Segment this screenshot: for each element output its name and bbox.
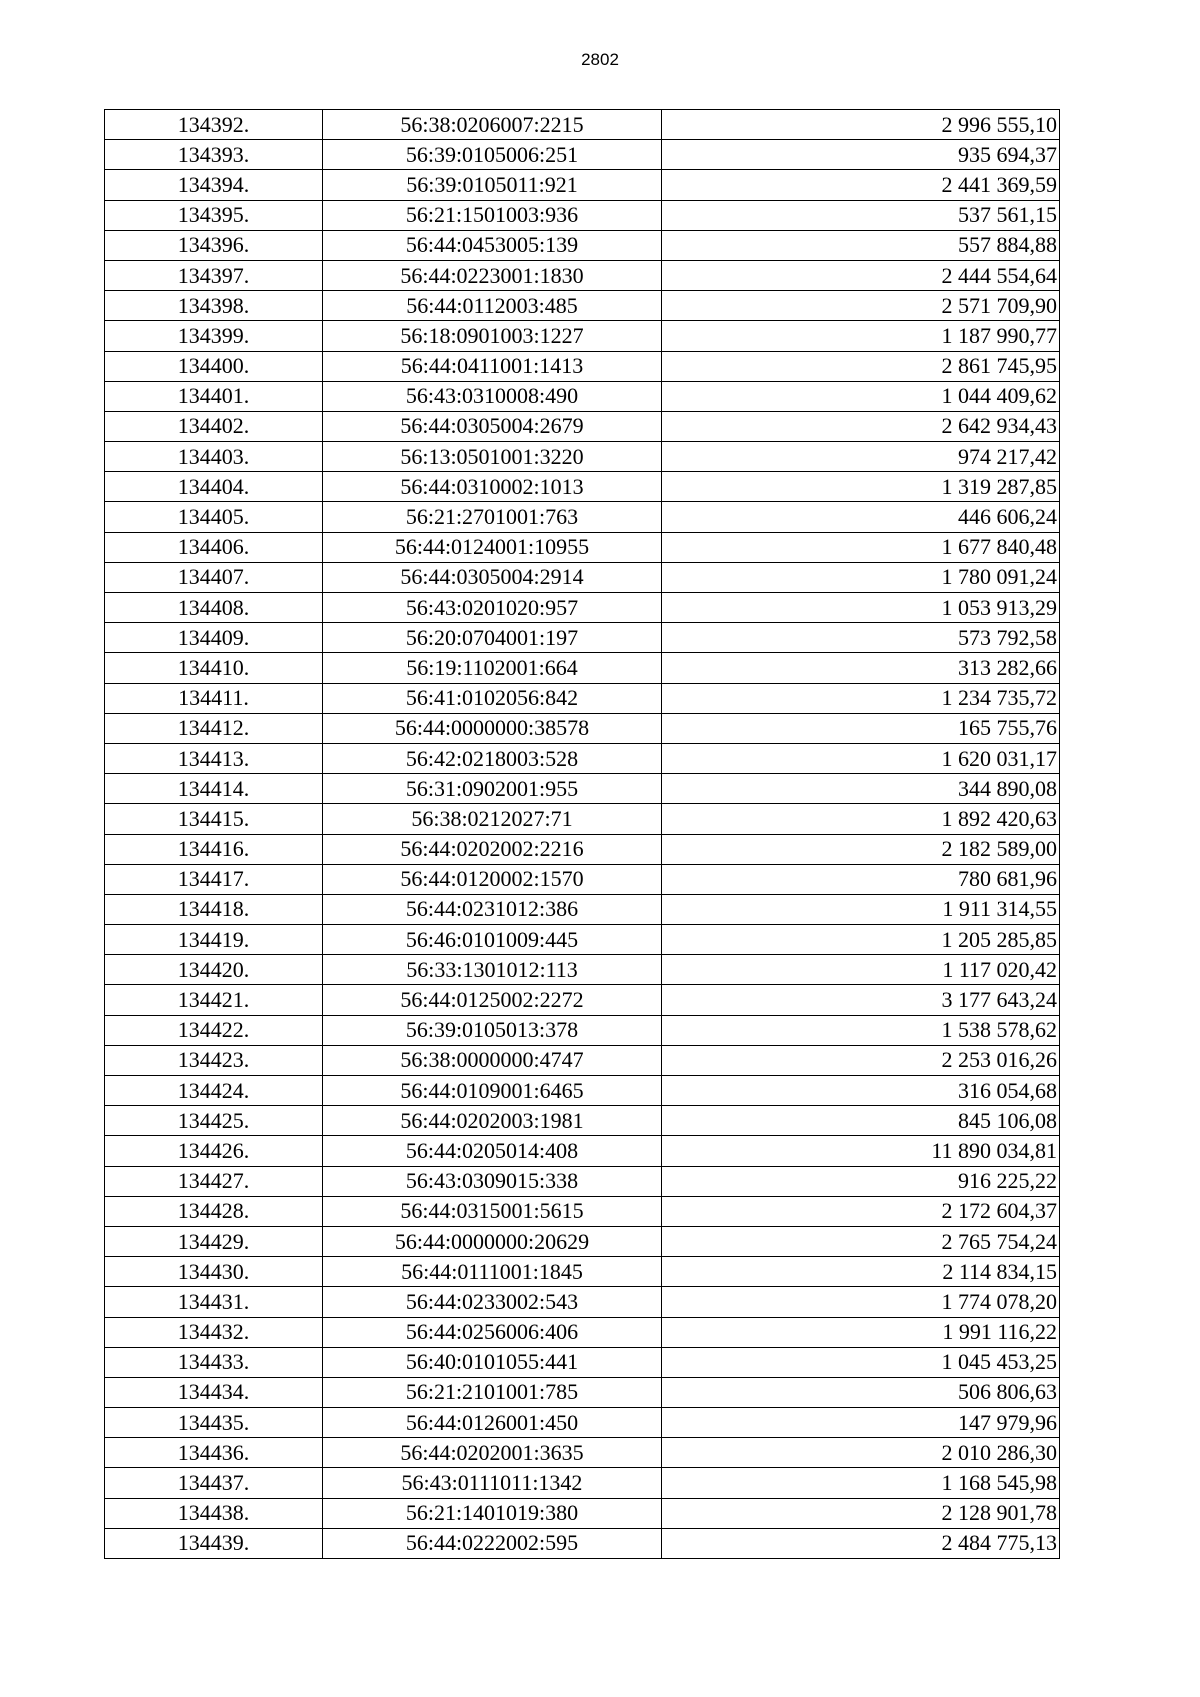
cadastral-number-cell: 56:38:0000000:4747 bbox=[323, 1045, 662, 1075]
cadastral-number-cell: 56:44:0223001:1830 bbox=[323, 260, 662, 290]
table-row bbox=[105, 1076, 1060, 1106]
table-row bbox=[105, 230, 1060, 260]
table-row bbox=[105, 1377, 1060, 1407]
value-cell: 1 538 578,62 bbox=[662, 1015, 1060, 1045]
row-number-cell: 134419. bbox=[105, 925, 323, 955]
row-number-cell: 134392. bbox=[105, 110, 323, 140]
table-row bbox=[105, 1408, 1060, 1438]
value-cell: 1 234 735,72 bbox=[662, 683, 1060, 713]
table-row bbox=[105, 472, 1060, 502]
row-number-cell: 134409. bbox=[105, 623, 323, 653]
table-row bbox=[105, 593, 1060, 623]
cadastral-number-cell: 56:43:0201020:957 bbox=[323, 593, 662, 623]
value-cell: 2 253 016,26 bbox=[662, 1045, 1060, 1075]
row-number-cell: 134429. bbox=[105, 1226, 323, 1256]
table-row bbox=[105, 532, 1060, 562]
table-row bbox=[105, 1015, 1060, 1045]
value-cell: 1 045 453,25 bbox=[662, 1347, 1060, 1377]
row-number-cell: 134418. bbox=[105, 894, 323, 924]
cadastral-number-cell: 56:44:0111001:1845 bbox=[323, 1257, 662, 1287]
cadastral-number-cell: 56:44:0256006:406 bbox=[323, 1317, 662, 1347]
value-cell: 974 217,42 bbox=[662, 442, 1060, 472]
row-number-cell: 134398. bbox=[105, 291, 323, 321]
cadastral-number-cell: 56:39:0105013:378 bbox=[323, 1015, 662, 1045]
table-row bbox=[105, 834, 1060, 864]
row-number-cell: 134397. bbox=[105, 260, 323, 290]
value-cell: 1 677 840,48 bbox=[662, 532, 1060, 562]
value-cell: 316 054,68 bbox=[662, 1076, 1060, 1106]
value-cell: 1 117 020,42 bbox=[662, 955, 1060, 985]
cadastral-number-cell: 56:42:0218003:528 bbox=[323, 743, 662, 773]
cadastral-number-cell: 56:39:0105011:921 bbox=[323, 170, 662, 200]
row-number-cell: 134417. bbox=[105, 864, 323, 894]
cadastral-number-cell: 56:39:0105006:251 bbox=[323, 140, 662, 170]
table-row bbox=[105, 170, 1060, 200]
cadastral-number-cell: 56:44:0125002:2272 bbox=[323, 985, 662, 1015]
row-number-cell: 134427. bbox=[105, 1166, 323, 1196]
row-number-cell: 134416. bbox=[105, 834, 323, 864]
table-row bbox=[105, 1257, 1060, 1287]
value-cell: 1 187 990,77 bbox=[662, 321, 1060, 351]
cadastral-number-cell: 56:44:0000000:20629 bbox=[323, 1226, 662, 1256]
table-row bbox=[105, 1106, 1060, 1136]
value-cell: 2 571 709,90 bbox=[662, 291, 1060, 321]
row-number-cell: 134405. bbox=[105, 502, 323, 532]
row-number-cell: 134432. bbox=[105, 1317, 323, 1347]
page-number: 2802 bbox=[581, 50, 619, 69]
table-row bbox=[105, 411, 1060, 441]
value-cell: 2 010 286,30 bbox=[662, 1438, 1060, 1468]
table-row bbox=[105, 1317, 1060, 1347]
value-cell: 845 106,08 bbox=[662, 1106, 1060, 1136]
cadastral-number-cell: 56:18:0901003:1227 bbox=[323, 321, 662, 351]
row-number-cell: 134434. bbox=[105, 1377, 323, 1407]
row-number-cell: 134412. bbox=[105, 713, 323, 743]
value-cell: 147 979,96 bbox=[662, 1408, 1060, 1438]
cadastral-number-cell: 56:44:0202001:3635 bbox=[323, 1438, 662, 1468]
cadastral-number-cell: 56:20:0704001:197 bbox=[323, 623, 662, 653]
row-number-cell: 134437. bbox=[105, 1468, 323, 1498]
table-row bbox=[105, 1498, 1060, 1528]
row-number-cell: 134396. bbox=[105, 230, 323, 260]
value-cell: 1 053 913,29 bbox=[662, 593, 1060, 623]
table-row bbox=[105, 200, 1060, 230]
row-number-cell: 134394. bbox=[105, 170, 323, 200]
row-number-cell: 134401. bbox=[105, 381, 323, 411]
value-cell: 1 911 314,55 bbox=[662, 894, 1060, 924]
cadastral-number-cell: 56:33:1301012:113 bbox=[323, 955, 662, 985]
value-cell: 2 765 754,24 bbox=[662, 1226, 1060, 1256]
table-row bbox=[105, 1226, 1060, 1256]
table-row bbox=[105, 140, 1060, 170]
cadastral-number-cell: 56:13:0501001:3220 bbox=[323, 442, 662, 472]
cadastral-number-cell: 56:44:0231012:386 bbox=[323, 894, 662, 924]
row-number-cell: 134426. bbox=[105, 1136, 323, 1166]
row-number-cell: 134439. bbox=[105, 1528, 323, 1558]
value-cell: 165 755,76 bbox=[662, 713, 1060, 743]
cadastral-number-cell: 56:19:1102001:664 bbox=[323, 653, 662, 683]
value-cell: 1 892 420,63 bbox=[662, 804, 1060, 834]
cadastral-number-cell: 56:44:0305004:2914 bbox=[323, 562, 662, 592]
value-cell: 1 168 545,98 bbox=[662, 1468, 1060, 1498]
value-cell: 11 890 034,81 bbox=[662, 1136, 1060, 1166]
table-row bbox=[105, 502, 1060, 532]
row-number-cell: 134435. bbox=[105, 1408, 323, 1438]
table-row bbox=[105, 1528, 1060, 1558]
row-number-cell: 134408. bbox=[105, 593, 323, 623]
table-row bbox=[105, 774, 1060, 804]
table-row bbox=[105, 1045, 1060, 1075]
table-row bbox=[105, 1287, 1060, 1317]
cadastral-number-cell: 56:44:0202002:2216 bbox=[323, 834, 662, 864]
value-cell: 2 128 901,78 bbox=[662, 1498, 1060, 1528]
value-cell: 2 114 834,15 bbox=[662, 1257, 1060, 1287]
cadastral-number-cell: 56:38:0206007:2215 bbox=[323, 110, 662, 140]
cadastral-number-cell: 56:44:0000000:38578 bbox=[323, 713, 662, 743]
row-number-cell: 134421. bbox=[105, 985, 323, 1015]
value-cell: 1 205 285,85 bbox=[662, 925, 1060, 955]
row-number-cell: 134433. bbox=[105, 1347, 323, 1377]
table-row bbox=[105, 683, 1060, 713]
cadastral-number-cell: 56:44:0202003:1981 bbox=[323, 1106, 662, 1136]
table-row bbox=[105, 955, 1060, 985]
value-cell: 3 177 643,24 bbox=[662, 985, 1060, 1015]
row-number-cell: 134399. bbox=[105, 321, 323, 351]
row-number-cell: 134407. bbox=[105, 562, 323, 592]
value-cell: 446 606,24 bbox=[662, 502, 1060, 532]
table-row bbox=[105, 713, 1060, 743]
table-row bbox=[105, 623, 1060, 653]
cadastral-number-cell: 56:40:0101055:441 bbox=[323, 1347, 662, 1377]
row-number-cell: 134410. bbox=[105, 653, 323, 683]
table-row bbox=[105, 1196, 1060, 1226]
registry-table bbox=[104, 109, 1060, 1559]
value-cell: 1 991 116,22 bbox=[662, 1317, 1060, 1347]
row-number-cell: 134411. bbox=[105, 683, 323, 713]
cadastral-number-cell: 56:41:0102056:842 bbox=[323, 683, 662, 713]
value-cell: 916 225,22 bbox=[662, 1166, 1060, 1196]
table-row bbox=[105, 985, 1060, 1015]
cadastral-number-cell: 56:44:0315001:5615 bbox=[323, 1196, 662, 1226]
row-number-cell: 134402. bbox=[105, 411, 323, 441]
table-row bbox=[105, 562, 1060, 592]
cadastral-number-cell: 56:44:0120002:1570 bbox=[323, 864, 662, 894]
row-number-cell: 134436. bbox=[105, 1438, 323, 1468]
table-row bbox=[105, 864, 1060, 894]
table-row bbox=[105, 110, 1060, 140]
value-cell: 344 890,08 bbox=[662, 774, 1060, 804]
value-cell: 935 694,37 bbox=[662, 140, 1060, 170]
registry-table-body bbox=[105, 110, 1060, 1559]
value-cell: 2 444 554,64 bbox=[662, 260, 1060, 290]
value-cell: 1 774 078,20 bbox=[662, 1287, 1060, 1317]
row-number-cell: 134430. bbox=[105, 1257, 323, 1287]
cadastral-number-cell: 56:43:0111011:1342 bbox=[323, 1468, 662, 1498]
row-number-cell: 134423. bbox=[105, 1045, 323, 1075]
value-cell: 2 484 775,13 bbox=[662, 1528, 1060, 1558]
cadastral-number-cell: 56:44:0310002:1013 bbox=[323, 472, 662, 502]
row-number-cell: 134424. bbox=[105, 1076, 323, 1106]
row-number-cell: 134425. bbox=[105, 1106, 323, 1136]
cadastral-number-cell: 56:44:0453005:139 bbox=[323, 230, 662, 260]
table-row bbox=[105, 804, 1060, 834]
value-cell: 1 319 287,85 bbox=[662, 472, 1060, 502]
cadastral-number-cell: 56:38:0212027:71 bbox=[323, 804, 662, 834]
cadastral-number-cell: 56:44:0233002:543 bbox=[323, 1287, 662, 1317]
value-cell: 2 861 745,95 bbox=[662, 351, 1060, 381]
row-number-cell: 134403. bbox=[105, 442, 323, 472]
value-cell: 1 780 091,24 bbox=[662, 562, 1060, 592]
value-cell: 2 182 589,00 bbox=[662, 834, 1060, 864]
value-cell: 537 561,15 bbox=[662, 200, 1060, 230]
cadastral-number-cell: 56:21:1401019:380 bbox=[323, 1498, 662, 1528]
cadastral-number-cell: 56:31:0902001:955 bbox=[323, 774, 662, 804]
row-number-cell: 134414. bbox=[105, 774, 323, 804]
cadastral-number-cell: 56:44:0112003:485 bbox=[323, 291, 662, 321]
table-row bbox=[105, 351, 1060, 381]
value-cell: 2 642 934,43 bbox=[662, 411, 1060, 441]
cadastral-number-cell: 56:21:1501003:936 bbox=[323, 200, 662, 230]
table-row bbox=[105, 1438, 1060, 1468]
row-number-cell: 134428. bbox=[105, 1196, 323, 1226]
cadastral-number-cell: 56:44:0305004:2679 bbox=[323, 411, 662, 441]
cadastral-number-cell: 56:43:0310008:490 bbox=[323, 381, 662, 411]
value-cell: 1 044 409,62 bbox=[662, 381, 1060, 411]
table-row bbox=[105, 1166, 1060, 1196]
table-row bbox=[105, 291, 1060, 321]
table-row bbox=[105, 743, 1060, 773]
value-cell: 2 441 369,59 bbox=[662, 170, 1060, 200]
table-row bbox=[105, 1468, 1060, 1498]
row-number-cell: 134406. bbox=[105, 532, 323, 562]
cadastral-number-cell: 56:43:0309015:338 bbox=[323, 1166, 662, 1196]
cadastral-number-cell: 56:44:0222002:595 bbox=[323, 1528, 662, 1558]
cadastral-number-cell: 56:44:0205014:408 bbox=[323, 1136, 662, 1166]
table-row bbox=[105, 925, 1060, 955]
table-row bbox=[105, 321, 1060, 351]
row-number-cell: 134393. bbox=[105, 140, 323, 170]
value-cell: 1 620 031,17 bbox=[662, 743, 1060, 773]
row-number-cell: 134413. bbox=[105, 743, 323, 773]
table-row bbox=[105, 381, 1060, 411]
row-number-cell: 134422. bbox=[105, 1015, 323, 1045]
cadastral-number-cell: 56:44:0109001:6465 bbox=[323, 1076, 662, 1106]
value-cell: 506 806,63 bbox=[662, 1377, 1060, 1407]
table-row bbox=[105, 653, 1060, 683]
cadastral-number-cell: 56:21:2701001:763 bbox=[323, 502, 662, 532]
row-number-cell: 134400. bbox=[105, 351, 323, 381]
table-row bbox=[105, 260, 1060, 290]
cadastral-number-cell: 56:44:0124001:10955 bbox=[323, 532, 662, 562]
value-cell: 780 681,96 bbox=[662, 864, 1060, 894]
row-number-cell: 134415. bbox=[105, 804, 323, 834]
row-number-cell: 134420. bbox=[105, 955, 323, 985]
table-row bbox=[105, 894, 1060, 924]
row-number-cell: 134438. bbox=[105, 1498, 323, 1528]
row-number-cell: 134395. bbox=[105, 200, 323, 230]
value-cell: 557 884,88 bbox=[662, 230, 1060, 260]
cadastral-number-cell: 56:44:0411001:1413 bbox=[323, 351, 662, 381]
row-number-cell: 134404. bbox=[105, 472, 323, 502]
table-row bbox=[105, 442, 1060, 472]
cadastral-number-cell: 56:46:0101009:445 bbox=[323, 925, 662, 955]
value-cell: 2 996 555,10 bbox=[662, 110, 1060, 140]
value-cell: 573 792,58 bbox=[662, 623, 1060, 653]
table-row bbox=[105, 1136, 1060, 1166]
value-cell: 313 282,66 bbox=[662, 653, 1060, 683]
cadastral-number-cell: 56:21:2101001:785 bbox=[323, 1377, 662, 1407]
value-cell: 2 172 604,37 bbox=[662, 1196, 1060, 1226]
cadastral-number-cell: 56:44:0126001:450 bbox=[323, 1408, 662, 1438]
table-row bbox=[105, 1347, 1060, 1377]
row-number-cell: 134431. bbox=[105, 1287, 323, 1317]
